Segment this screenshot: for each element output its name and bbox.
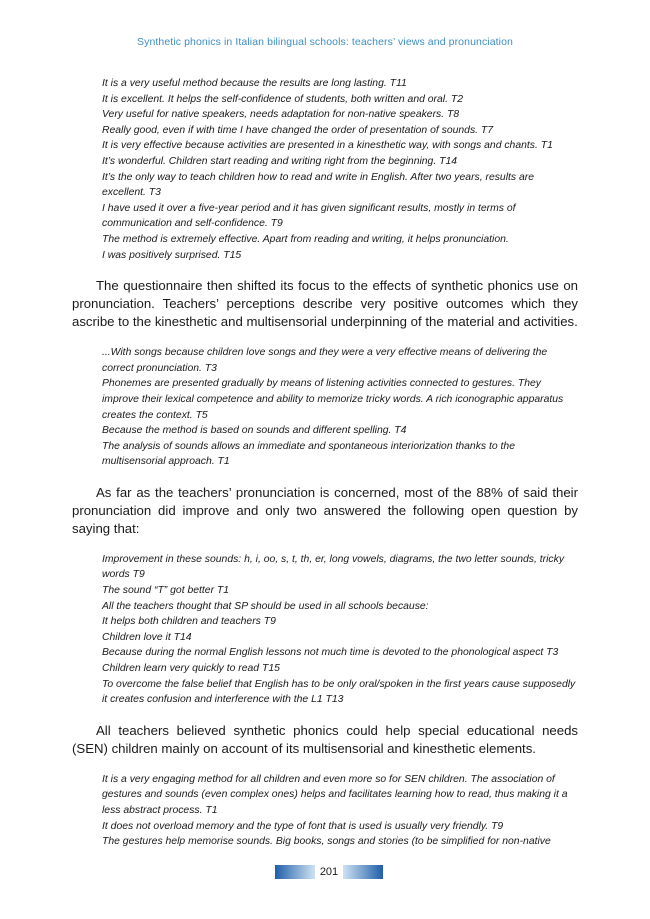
- quote-line: The analysis of sounds allows an immediate and spontaneous interiorization thanks to the multisensorial approach. T1: [102, 440, 515, 468]
- quote-block-4: [102, 772, 578, 850]
- quote-line: Children learn very quickly to read T15: [102, 663, 280, 675]
- quote-line: It is a very useful method because the results are long lasting. T11: [102, 78, 407, 89]
- body-paragraph: As far as the teachers’ pronunciation is concerned, most of the 88% of said their pronunciation did improve and only two answered the following open question by saying that:: [72, 484, 578, 536]
- quote-block-1: [102, 76, 578, 263]
- quote-line: It’s the only way to teach children how to read and write in English. After two years, results are excellent. T3: [102, 171, 535, 199]
- quote-line: Because during the normal English lessons not much time is devoted to the phonological aspect T3: [102, 647, 559, 659]
- quote-line: All the teachers thought that SP should be used in all schools because:: [102, 600, 429, 612]
- quote-line: It is excellent. It helps the self-confidence of students, both written and oral. T2: [102, 93, 463, 105]
- page-footer: [275, 865, 383, 879]
- quote-line: It is very effective because activities are presented in a kinesthetic way, with songs and chants. T1: [102, 140, 553, 152]
- quote-line: Very useful for native speakers, needs adaptation for non-native speakers. T8: [102, 109, 460, 121]
- quote-line: Children love it T14: [102, 631, 192, 643]
- quote-line: The sound “T” got better T1: [102, 585, 230, 597]
- quote-line: It does not overload memory and the type of font that is used is usually very friendly. T9: [102, 820, 504, 832]
- quote-line: Phonemes are presented gradually by means of listening activities connected to gestures. They improve their lexical competence and ability to memorize tricky words. A rich iconographic apparatus creates the context. T5: [102, 378, 564, 421]
- quote-line: It helps both children and teachers T9: [102, 616, 276, 628]
- running-header: Synthetic phonics in Italian bilingual schools: teachers’ views and pronunciation: [136, 36, 513, 48]
- body-paragraph: The questionnaire then shifted its focus to the effects of synthetic phonics use on pronunciation. Teachers’ perceptions describe very positive outcomes which they ascribe to the kinesthetic and multisensorial underpinning of the material and activities.: [72, 278, 578, 330]
- quote-line: Because the method is based on sounds and different spelling. T4: [102, 425, 407, 437]
- quote-line: It’s wonderful. Children start reading and writing right from the beginning. T14: [102, 155, 458, 167]
- quote-block-2: [102, 345, 578, 470]
- quote-line: To overcome the false belief that English has to be only oral/spoken in the first years cause supposedly it creates confusion and interference with the L1 T13: [102, 678, 576, 706]
- quote-line: I was positively surprised. T15: [102, 249, 242, 261]
- quote-line: I have used it over a five-year period and it has given significant results, mostly in terms of communication and self-confidence. T9: [102, 202, 516, 230]
- quote-line: ...With songs because children love songs and they were a very effective means of delivering the correct pronunciation. T3: [102, 347, 548, 374]
- page-number: 201: [319, 866, 339, 878]
- quote-block-3: [102, 552, 578, 708]
- quote-line: The gestures help memorise sounds. Big books, songs and stories (to be simplified for non-native: [102, 836, 551, 848]
- quote-line: Improvement in these sounds: h, i, oo, s, t, th, er, long vowels, diagrams, the two letter sounds, tricky words T9: [102, 553, 565, 581]
- quote-line: The method is extremely effective. Apart from reading and writing, it helps pronunciation.: [102, 233, 509, 245]
- body-paragraph: All teachers believed synthetic phonics could help special educational needs (SEN) children mainly on account of its multisensorial and kinesthetic elements.: [72, 722, 578, 756]
- quote-line: Really good, even if with time I have changed the order of presentation of sounds. T7: [102, 124, 494, 136]
- page-content: [72, 76, 578, 850]
- quote-line: It is a very engaging method for all children and even more so for SEN children. The association of gestures and sounds (even complex ones) helps and facilitates learning how to read, thus making it a less abstract process. T1: [102, 773, 568, 816]
